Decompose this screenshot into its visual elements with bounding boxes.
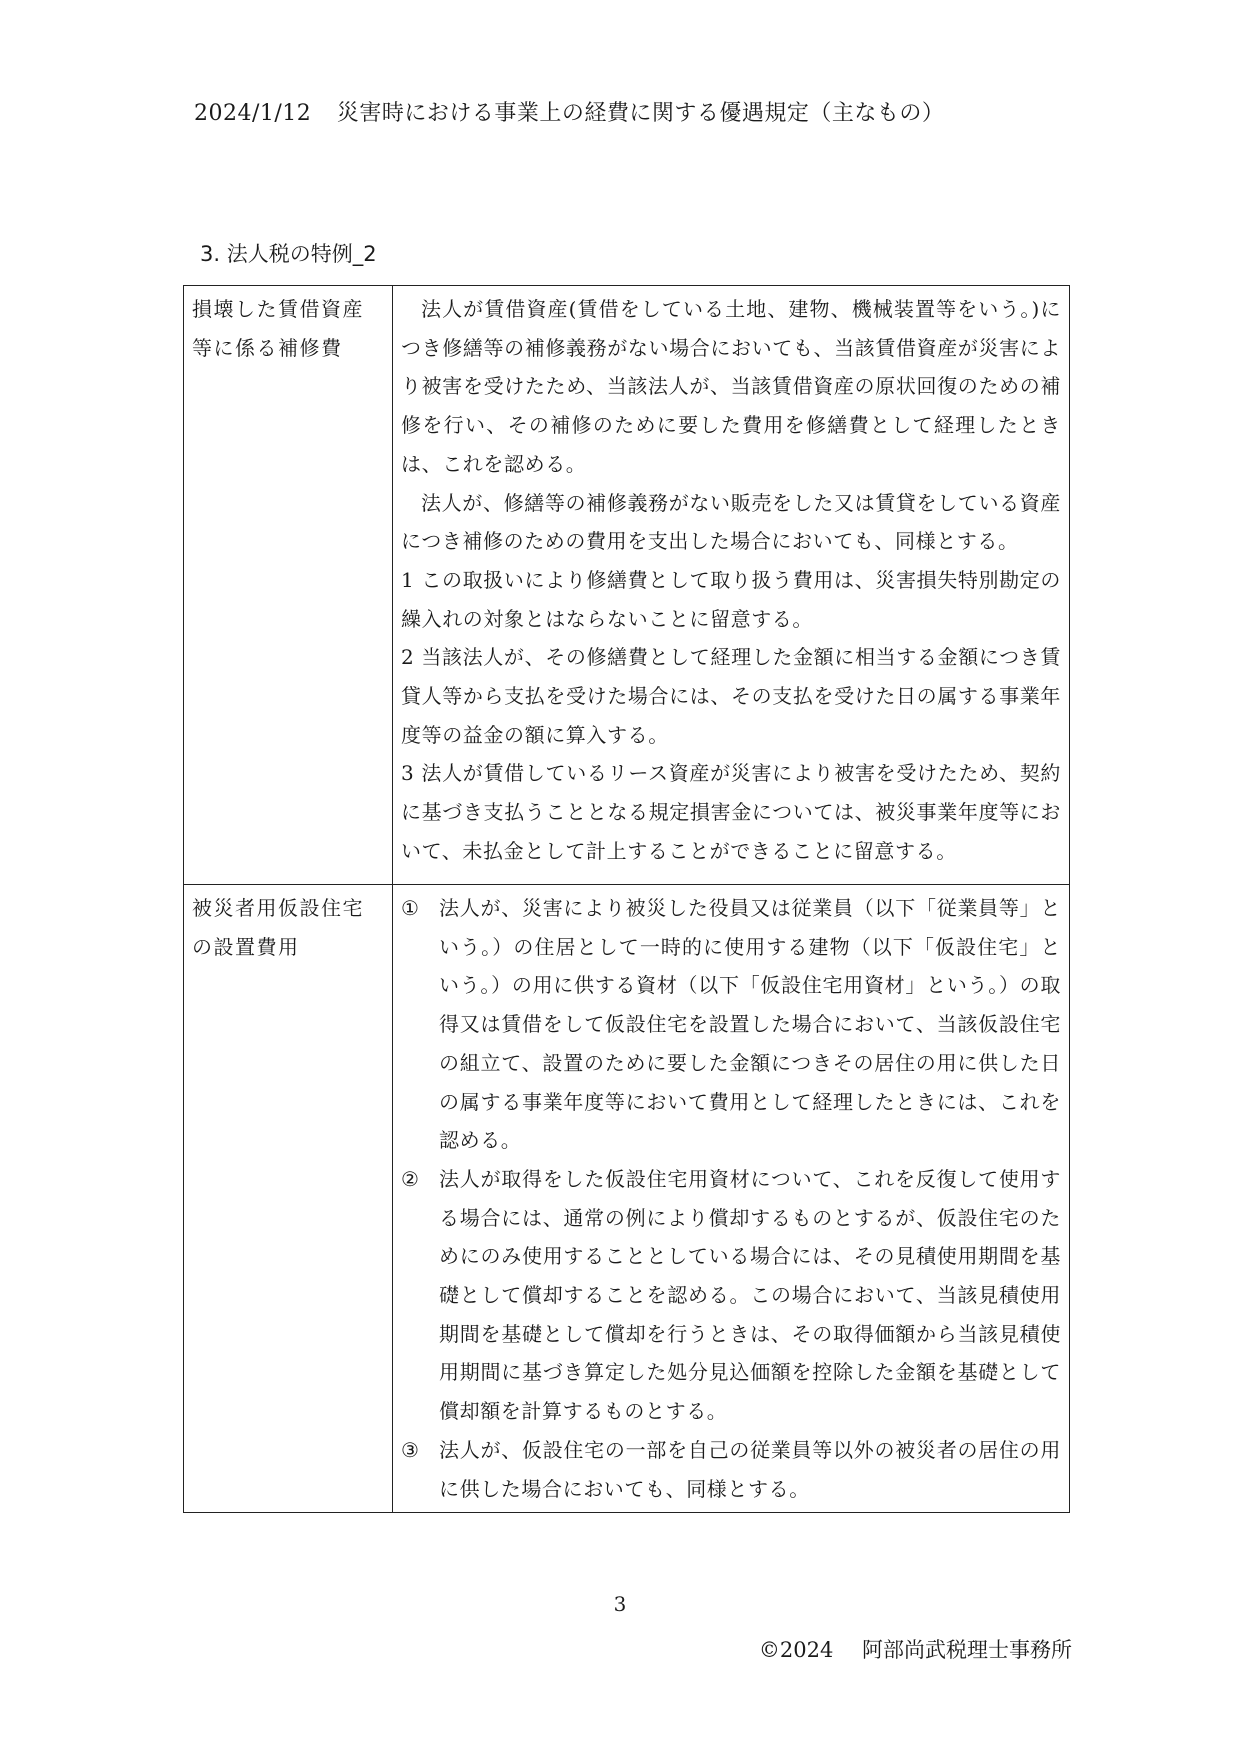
numbered-item [401, 1431, 1061, 1508]
footer [759, 1634, 1072, 1664]
item-text: 法人が、仮設住宅の一部を自己の従業員等以外の被災者の居住の用に供した場合においても、同様とする。 [439, 1437, 1061, 1501]
paragraph: 法人が賃借資産(賃借をしている土地、建物、機械装置等をいう。)につき修繕等の補修義務がない場合においても、当該賃借資産が災害により被害を受けたため、当該法人が、当該賃借資産の原状回復のための補修を行い、その補修のために要した費用を修繕費として経理したときは、これを認める。 [401, 297, 1061, 476]
item-text: 法人が取得をした仮設住宅用資材について、これを反復して使用する場合には、通常の例により償却するものとするが、仮設住宅のためにのみ使用することとしている場合には、その見積使用期間を基礎として償却することを認める。この場合において、当該見積使用期間を基礎として償却を行うときは、その取得価額から当該見積使用期間に基づき算定した処分見込価額を控除した金額を基礎として償却額を計算するものとする。 [439, 1166, 1061, 1424]
office-name: 阿部尚武税理士事務所 [862, 1638, 1072, 1662]
numbered-item [401, 889, 1061, 1160]
table-row [184, 885, 1070, 1513]
page-number: 3 [613, 1592, 627, 1616]
item-number: ② [401, 1166, 420, 1191]
copyright: ©2024 [758, 1638, 834, 1662]
note-paragraph: 3 法人が賃借しているリース資産が災害により被害を受けたため、契約に基づき支払うこととなる規定損害金については、被災事業年度等において、未払金として計上することができることに留意する。 [401, 761, 1061, 863]
table-row [184, 286, 1070, 885]
section-title: 3. 法人税の特例_2 [200, 242, 377, 266]
header-title: 災害時における事業上の経費に関する優遇規定（主なもの） [336, 101, 945, 126]
paragraph: 法人が、修繕等の補修義務がない販売をした又は賃貸をしている資産につき補修のための費用を支出した場合においても、同様とする。 [401, 490, 1061, 554]
page-header [194, 96, 944, 127]
provisions-table [183, 285, 1070, 1513]
description-cell [393, 885, 1070, 1513]
item-number: ③ [401, 1437, 420, 1462]
item-text: 法人が、災害により被災した役員又は従業員（以下「従業員等」という。）の住居として一時的に使用する建物（以下「仮設住宅」という。）の用に供する資材（以下「仮設住宅用資材」という。）の取得又は賃借をして仮設住宅を設置した場合において、当該仮設住宅の組立て、設置のために要した金額につきその居住の用に供した日の属する事業年度等において費用として経理したときには、これを認める。 [439, 896, 1061, 1153]
term-cell: 損壊した賃借資産等に係る補修費 [184, 286, 393, 885]
header-date: 2024/1/12 [194, 101, 312, 126]
item-number: ① [401, 896, 420, 920]
note-paragraph: 2 当該法人が、その修繕費として経理した金額に相当する金額につき賃貸人等から支払を受けた場合には、その支払を受けた日の属する事業年度等の益金の額に算入する。 [401, 645, 1061, 747]
note-paragraph: 1 この取扱いにより修繕費として取り扱う費用は、災害損失特別勘定の繰入れの対象とはならないことに留意する。 [401, 567, 1061, 631]
description-cell [393, 286, 1070, 885]
term-cell: 被災者用仮設住宅の設置費用 [184, 885, 393, 1513]
numbered-item [401, 1160, 1061, 1431]
